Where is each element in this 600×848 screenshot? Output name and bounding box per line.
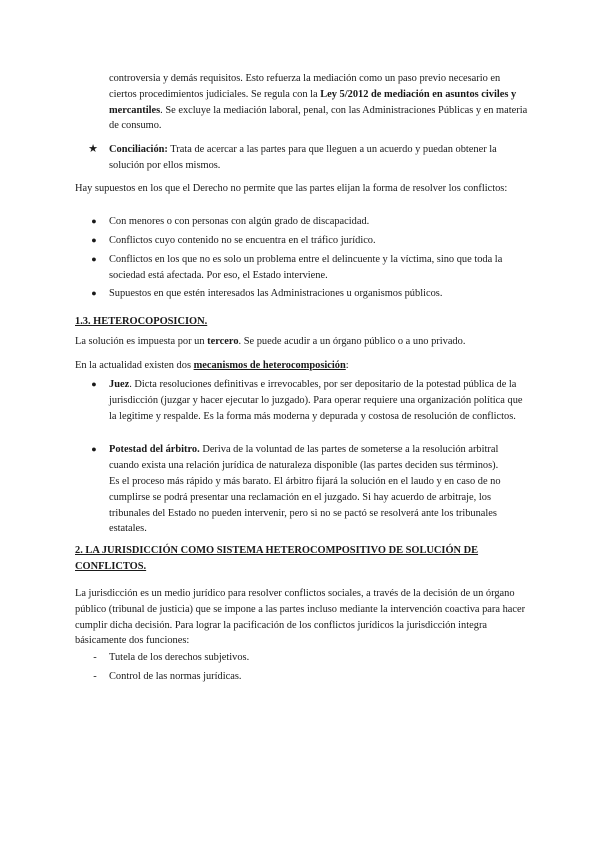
bullet-icon: ● <box>91 288 97 298</box>
arbitro-text: Deriva de la voluntad de las partes de someterse a la resolución arbitral cuando exista una relación jurídica de naturaleza disponible (las partes deciden sus términos). <box>109 444 499 471</box>
mecanismos-text: En la actualidad existen dos <box>75 360 194 371</box>
juez-item <box>109 377 530 424</box>
intro-tail: . Se puede acudir a un órgano público o a uno privado. <box>238 336 466 347</box>
dash-bullet-icon: - <box>93 671 97 682</box>
arbitro-continuation: Es el proceso más rápido y más barato. El árbitro fijará la solución en el laudo y en caso de no cumplirse se podrá presentar una reclamación en el juzgado. Si hay acuerdo de arbitraje, los tribunales del Estado no pueden intervenir, pero si no se pactó se resolverá ante los tribunales estatales. <box>109 476 501 535</box>
mecanismos-tail: : <box>345 360 349 371</box>
mecanismos-term: mecanismos de heterocomposición <box>193 360 346 371</box>
function-item: Tutela de los derechos subjetivos. <box>109 652 250 663</box>
star-bullet-icon: ★ <box>88 143 98 155</box>
tercero-term: tercero <box>207 336 239 347</box>
function-item: Control de las normas jurídicas. <box>109 671 242 682</box>
heterocomposicion-intro <box>75 334 530 350</box>
bullet-icon: ● <box>91 216 97 226</box>
juez-text: . Dicta resoluciones definitivas e irrevocables, por ser depositario de la potestad pública de la jurisdicción (juzgar y hacer ejecutar lo juzgado). Para operar requiere una organización política que la legitime y respalde. Es la forma más moderna y depurada y costosa de resolución de conflictos. <box>109 379 523 422</box>
bullet-icon: ● <box>91 444 97 454</box>
supuesto-item: Supuestos en que estén interesados las Administraciones u organismos públicos. <box>109 288 443 299</box>
section-1-3-heading: 1.3. HETEROCOPOSICION. <box>75 316 208 327</box>
bullet-icon: ● <box>91 235 97 245</box>
section-2-heading: 2. LA JURISDICCIÓN COMO SISTEMA HETEROCOMPOSITIVO DE SOLUCIÓN DE CONFLICTOS. <box>75 545 479 572</box>
supuesto-item: Con menores o con personas con algún grado de discapacidad. <box>109 216 370 227</box>
supuestos-intro: Hay supuestos en los que el Derecho no permite que las partes elijan la forma de resolver los conflictos: <box>75 183 508 194</box>
conciliacion-item <box>109 142 530 174</box>
arbitro-term: Potestad del árbitro. <box>109 444 200 455</box>
supuesto-item: Conflictos en los que no es solo un problema entre el delincuente y la víctima, sino que toda la sociedad está afectada. Por eso, el Estado interviene. <box>109 254 503 281</box>
supuesto-item: Conflictos cuyo contenido no se encuentra en el tráfico jurídico. <box>109 235 376 246</box>
jurisdiccion-paragraph: La jurisdicción es un medio jurídico para resolver conflictos sociales, a través de la decisión de un órgano público (tribunal de justicia) que se impone a las partes incluso mediante la intervención coactiva para hacer cumplir dicha decisión. Para lograr la pacificación de los conflictos jurídicos la jurisdicción integra básicamente dos funciones: <box>75 588 526 647</box>
arbitro-item <box>109 442 530 474</box>
juez-term: Juez <box>109 379 130 390</box>
mecanismos-intro <box>75 358 530 374</box>
law-reference: Ley 5/2012 de mediación en asuntos civiles y mercantiles <box>109 88 517 116</box>
bullet-icon: ● <box>91 254 97 264</box>
intro-text: La solución es impuesta por un <box>75 336 208 347</box>
continuation-text: controversia y demás requisitos. Esto refuerza la mediación como un paso previo necesario en ciertos procedimientos judiciales. Se regula con la <box>109 73 501 100</box>
bullet-icon: ● <box>91 379 97 389</box>
continuation-tail: . Se excluye la mediación laboral, penal, con las Administraciones Públicas y en materia de consumo. <box>109 104 528 132</box>
conciliacion-term: Conciliación: <box>109 144 168 155</box>
mediation-continuation-paragraph <box>109 71 530 134</box>
dash-bullet-icon: - <box>93 652 97 663</box>
conciliacion-text: Trata de acercar a las partes para que lleguen a un acuerdo y puedan obtener la solución por ellos mismos. <box>109 144 497 171</box>
